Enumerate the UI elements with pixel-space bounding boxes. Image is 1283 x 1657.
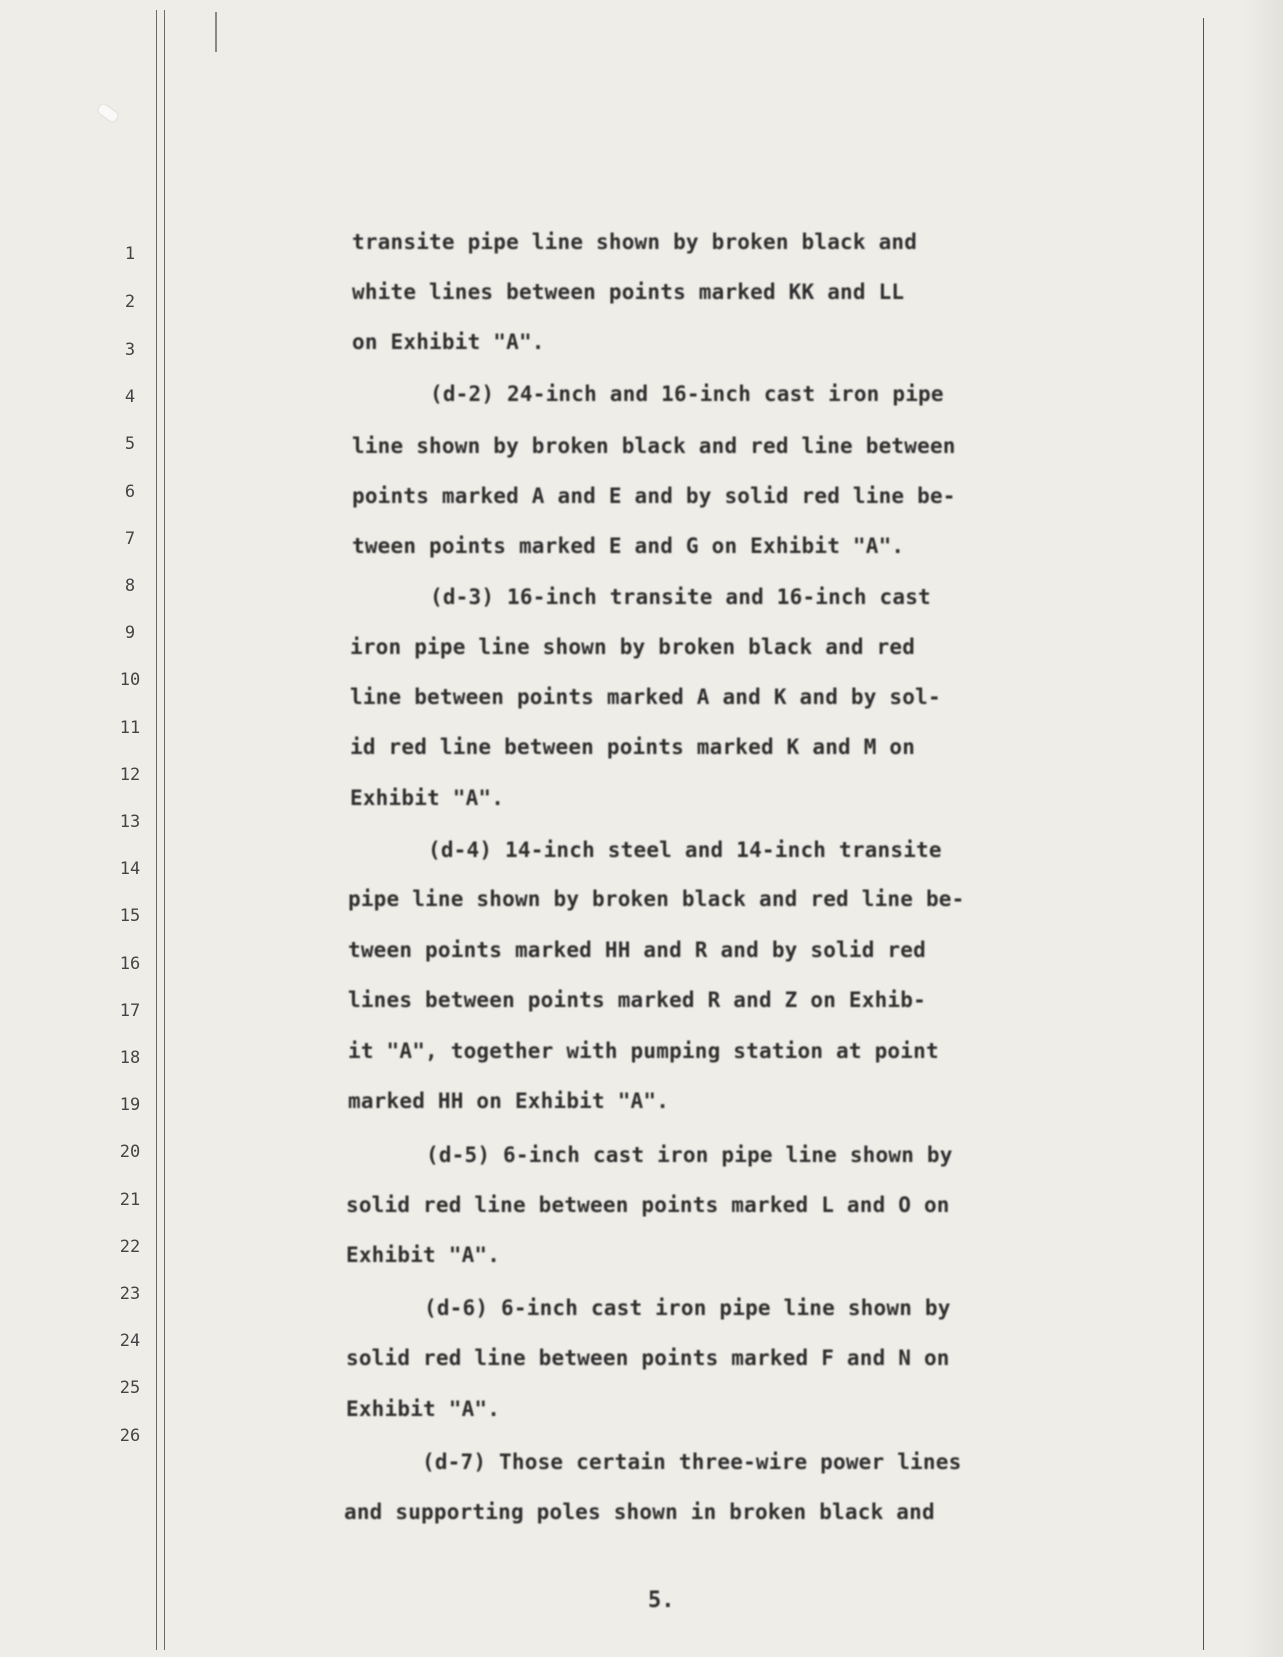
line-number: 4 [124, 387, 136, 407]
line-number: 10 [119, 670, 141, 690]
line-number: 23 [119, 1284, 141, 1304]
text-line: solid red line between points marked F and N on [346, 1346, 950, 1370]
text-line: iron pipe line shown by broken black and red [350, 635, 916, 659]
line-number: 17 [119, 1001, 141, 1021]
text-line: white lines between points marked KK and LL [352, 280, 905, 304]
line-number: 11 [119, 718, 141, 738]
line-number: 20 [119, 1142, 141, 1162]
page-number: 5. [648, 1588, 675, 1613]
line-number: 7 [124, 529, 136, 549]
text-line: tween points marked E and G on Exhibit "A". [352, 534, 905, 558]
line-number: 21 [119, 1190, 141, 1210]
text-line: transite pipe line shown by broken black and [352, 230, 918, 254]
text-line: points marked A and E and by solid red line be- [352, 484, 956, 508]
text-line: Exhibit "A". [346, 1243, 501, 1267]
line-number: 18 [119, 1048, 141, 1068]
text-line: and supporting poles shown in broken black and [344, 1500, 935, 1524]
line-number: 8 [124, 576, 136, 596]
text-line: solid red line between points marked L and O on [346, 1193, 950, 1217]
text-line: it "A", together with pumping station at point [348, 1039, 939, 1063]
text-line: (d-4) 14-inch steel and 14-inch transite [428, 838, 942, 862]
line-number: 5 [124, 434, 136, 454]
line-number: 1 [124, 244, 136, 264]
line-number: 24 [119, 1331, 141, 1351]
line-number: 3 [124, 340, 136, 360]
text-line: id red line between points marked K and M on [350, 735, 916, 759]
line-number: 19 [119, 1095, 141, 1115]
text-line: line shown by broken black and red line between [352, 434, 956, 458]
line-number: 26 [119, 1426, 141, 1446]
line-number: 14 [119, 859, 141, 879]
text-line: (d-5) 6-inch cast iron pipe line shown by [426, 1143, 953, 1167]
text-line: lines between points marked R and Z on Exhib- [348, 988, 926, 1012]
text-line: on Exhibit "A". [352, 330, 545, 354]
text-line: marked HH on Exhibit "A". [348, 1089, 670, 1113]
text-line: Exhibit "A". [346, 1397, 501, 1421]
line-number: 22 [119, 1237, 141, 1257]
line-number: 25 [119, 1378, 141, 1398]
line-number: 15 [119, 906, 141, 926]
text-line: (d-2) 24-inch and 16-inch cast iron pipe [430, 382, 944, 406]
line-number: 2 [124, 292, 136, 312]
line-number: 13 [119, 812, 141, 832]
text-line: (d-6) 6-inch cast iron pipe line shown by [424, 1296, 951, 1320]
text-line: pipe line shown by broken black and red line be- [348, 887, 965, 911]
line-number: 12 [119, 765, 141, 785]
text-line: line between points marked A and K and by sol- [350, 685, 941, 709]
line-number: 9 [124, 623, 136, 643]
line-number: 16 [119, 954, 141, 974]
line-number: 6 [124, 482, 136, 502]
text-line: (d-7) Those certain three-wire power lines [422, 1450, 962, 1474]
text-line: Exhibit "A". [350, 786, 505, 810]
text-line: tween points marked HH and R and by solid red [348, 938, 926, 962]
text-line: (d-3) 16-inch transite and 16-inch cast [430, 585, 931, 609]
